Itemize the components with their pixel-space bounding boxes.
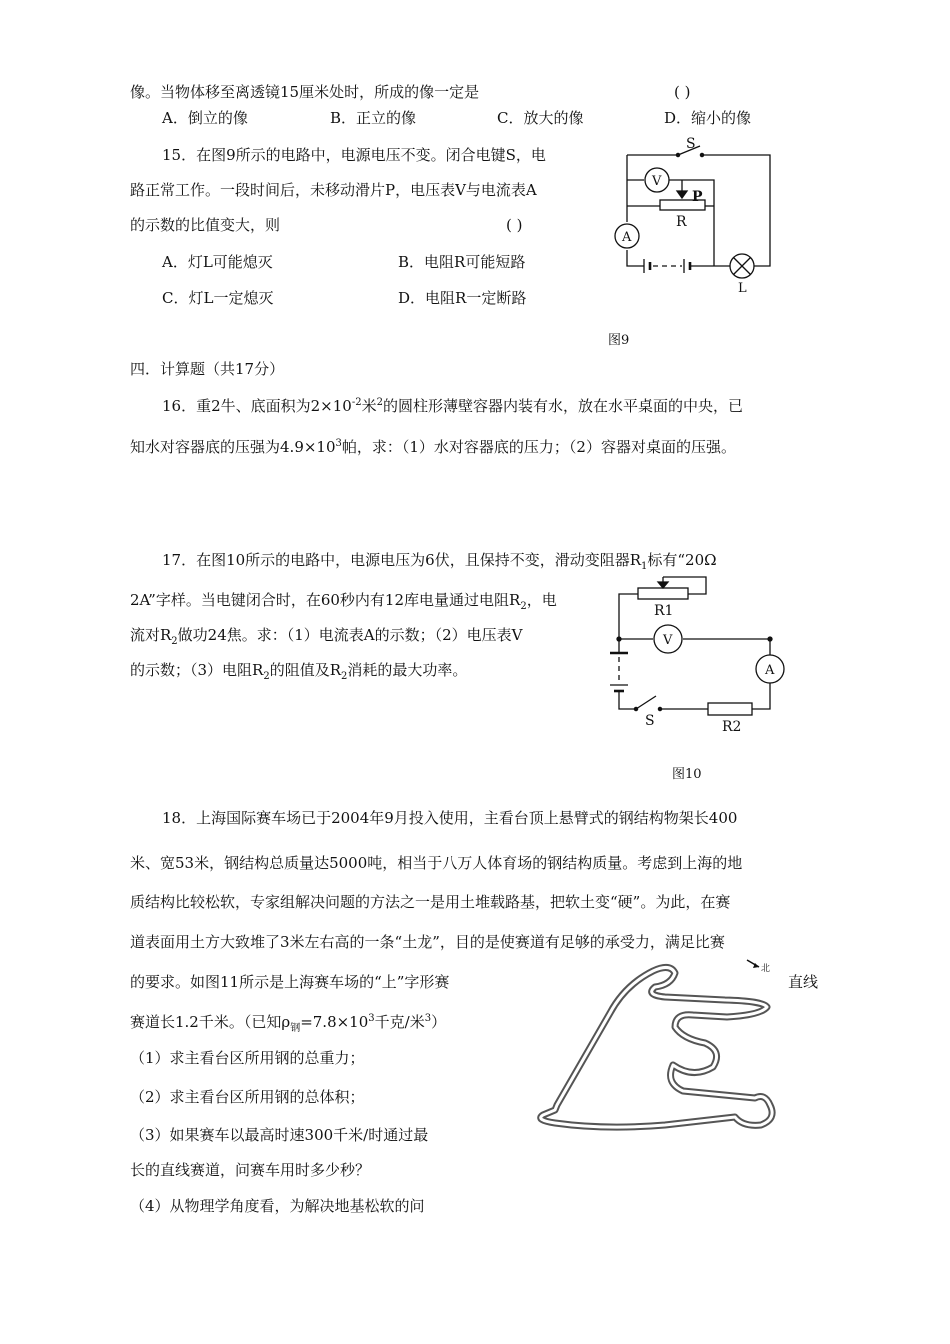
q14-option-a: A．倒立的像 bbox=[162, 109, 248, 127]
q14-answer-paren: ( ) bbox=[674, 83, 691, 101]
fig11-north-label: 北 bbox=[761, 964, 771, 974]
figure9-circuit bbox=[600, 136, 790, 300]
q15-line3: 的示数的比值变大，则 bbox=[130, 216, 281, 234]
q14-text: 像。当物体移至离透镜15厘米处时，所成的像一定是 bbox=[130, 83, 480, 101]
q18-sub4: （4）从物理学角度看，为解决地基松软的问 bbox=[130, 1197, 425, 1215]
section4-title: 四．计算题（共17分） bbox=[130, 360, 285, 378]
q18-line2: 米、宽53米，钢结构总质量达5000吨，相当于八万人体育场的钢结构质量。考虑到上海的地 bbox=[130, 854, 743, 872]
q15-answer-paren: ( ) bbox=[506, 216, 523, 234]
fig9-label-s: S bbox=[686, 136, 696, 152]
q18-sub3b: 长的直线赛道，问赛车用时多少秒？ bbox=[130, 1161, 371, 1179]
q18-sub1: （1）求主看台区所用钢的总重力； bbox=[130, 1049, 365, 1067]
q17-line4: 的示数；（3）电阻$R_2$的阻值及$R_2$消耗的最大功率。 bbox=[130, 661, 468, 682]
fig9-label-v: V bbox=[652, 174, 662, 189]
q18-line5: 的要求。如图11所示是上海赛车场的“上”字形赛 bbox=[130, 973, 450, 991]
figure10-circuit bbox=[592, 573, 792, 735]
q16-line1: 16．重2牛、底面积为$2\times 10^{-2}$米$^2$的圆柱形薄壁容器内装有水，放在水平桌面的中央，已 bbox=[162, 397, 743, 415]
q17-line1: 17．在图10所示的电路中，电源电压为6伏，且保持不变，滑动变阻器$R_1$标有“20Ω bbox=[162, 551, 717, 572]
q15-option-c: C．灯L一定熄灭 bbox=[162, 289, 274, 307]
q15-option-a: A．灯L可能熄灭 bbox=[162, 253, 273, 271]
figure9-caption: 图9 bbox=[608, 333, 630, 348]
q18-line5-end: 直线 bbox=[788, 973, 819, 991]
q14-option-b: B．正立的像 bbox=[330, 109, 417, 127]
fig9-label-r: R bbox=[676, 214, 687, 230]
figure10-caption: 图10 bbox=[672, 767, 702, 782]
fig10-label-a: A bbox=[765, 663, 775, 678]
fig9-label-a: A bbox=[622, 230, 632, 245]
fig10-label-s: S bbox=[645, 713, 655, 729]
q18-line3: 质结构比较松软，专家组解决问题的方法之一是用土堆载路基，把软土变“硬”。为此，在赛 bbox=[130, 893, 731, 911]
q16-line2: 知水对容器底的压强为$4.9\times 10^3$帕，求：（1）水对容器底的压力；（2）容器对桌面的压强。 bbox=[130, 438, 736, 456]
fig9-label-p: P bbox=[692, 189, 703, 205]
fig10-label-r2: R2 bbox=[722, 719, 742, 735]
q15-line2: 路正常工作。一段时间后，未移动滑片P，电压表V与电流表A bbox=[130, 181, 537, 199]
figure11-race-track bbox=[515, 955, 787, 1147]
fig10-label-v: V bbox=[663, 633, 673, 648]
q15-line1: 15．在图9所示的电路中，电源电压不变。闭合电键S，电 bbox=[162, 146, 546, 164]
q18-sub2: （2）求主看台区所用钢的总体积； bbox=[130, 1088, 365, 1106]
q18-sub3a: （3）如果赛车以最高时速300千米/时通过最 bbox=[130, 1126, 429, 1144]
fig9-label-l: L bbox=[738, 281, 747, 296]
fig10-label-r1: R1 bbox=[654, 603, 674, 619]
q18-line6: 赛道长1.2千米。（已知$\rho_钢=7.8\times 10^3$千克/米$^3$） bbox=[130, 1013, 447, 1034]
q15-option-b: B．电阻R可能短路 bbox=[398, 253, 526, 271]
q18-line1: 18．上海国际赛车场已于2004年9月投入使用，主看台顶上悬臂式的钢结构物架长400 bbox=[162, 809, 738, 827]
q14-option-c: C．放大的像 bbox=[497, 109, 584, 127]
q17-line2: 2A”字样。当电键闭合时，在60秒内有12库电量通过电阻$R_2$，电 bbox=[130, 591, 557, 612]
q17-line3: 流对$R_2$做功24焦。求：（1）电流表A的示数；（2）电压表V bbox=[130, 626, 523, 647]
q14-option-d: D．缩小的像 bbox=[664, 109, 752, 127]
q18-line4: 道表面用土方大致堆了3米左右高的一条“土龙”，目的是使赛道有足够的承受力，满足比赛 bbox=[130, 933, 725, 951]
q15-option-d: D．电阻R一定断路 bbox=[398, 289, 527, 307]
